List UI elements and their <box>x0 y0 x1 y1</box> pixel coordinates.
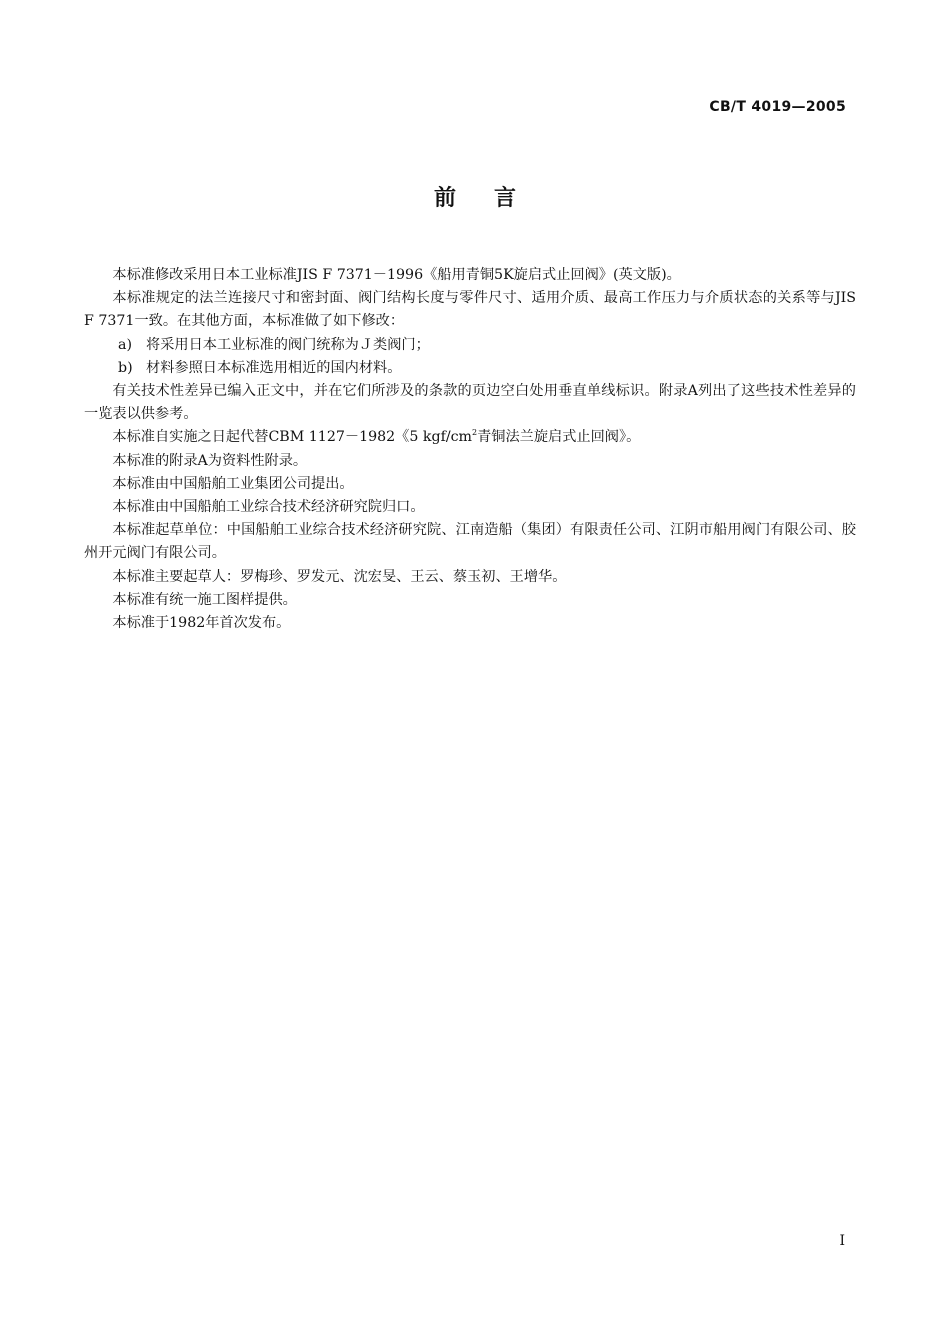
replaces-text-1: 本标准自实施之日起代替CBM 1127－1982《5 kgf/cm <box>112 429 473 446</box>
paragraph-replaces <box>84 426 856 449</box>
page-title <box>0 181 950 212</box>
title-char-2: 言 <box>494 186 517 211</box>
paragraph-proposed-by: 本标准由中国船舶工业集团公司提出。 <box>112 475 354 492</box>
list-marker-a: a) <box>118 336 132 353</box>
page-number: I <box>839 1233 845 1249</box>
paragraph-centralized-by: 本标准由中国船舶工业综合技术经济研究院归口。 <box>112 499 425 516</box>
paragraph-drawings: 本标准有统一施工图样提供。 <box>112 591 297 608</box>
list-text-a: 将采用日本工业标准的阀门统称为Ｊ类阀门； <box>146 336 430 353</box>
replaces-text-2: 青铜法兰旋启式止回阀》。 <box>477 429 641 446</box>
paragraph-adoption: 本标准修改采用日本工业标准JIS F 7371－1996《船用青铜5K旋启式止回阀》(英文版)。 <box>112 267 681 283</box>
paragraph-first-issue: 本标准于1982年首次发布。 <box>112 615 291 632</box>
standard-code: CB/T 4019—2005 <box>709 99 846 115</box>
title-char-1: 前 <box>433 186 456 211</box>
list-item-b <box>84 357 856 380</box>
paragraph-drafting-units: 本标准起草单位：中国船舶工业综合技术经济研究院、江南造船（集团）有限责任公司、江阴市船用阀门有限公司、胶州开元阀门有限公司。 <box>84 522 856 562</box>
paragraph-consistency: 本标准规定的法兰连接尺寸和密封面、阀门结构长度与零件尺寸、适用介质、最高工作压力与介质状态的关系等与JIS F 7371一致。在其他方面，本标准做了如下修改： <box>84 290 856 330</box>
list-marker-b: b) <box>118 359 133 376</box>
paragraph-drafters: 本标准主要起草人：罗梅珍、罗发元、沈宏旻、王云、蔡玉初、王增华。 <box>112 568 567 585</box>
paragraph-technical-differences: 有关技术性差异已编入正文中，并在它们所涉及的条款的页边空白处用垂直单线标识。附录A列出了这些技术性差异的一览表以供参考。 <box>84 383 856 423</box>
paragraph-appendix: 本标准的附录A为资料性附录。 <box>112 452 308 469</box>
list-item-a <box>84 334 856 357</box>
foreword-body <box>84 264 856 635</box>
superscript-2: 2 <box>472 428 478 438</box>
list-text-b: 材料参照日本标准选用相近的国内材料。 <box>146 359 402 376</box>
